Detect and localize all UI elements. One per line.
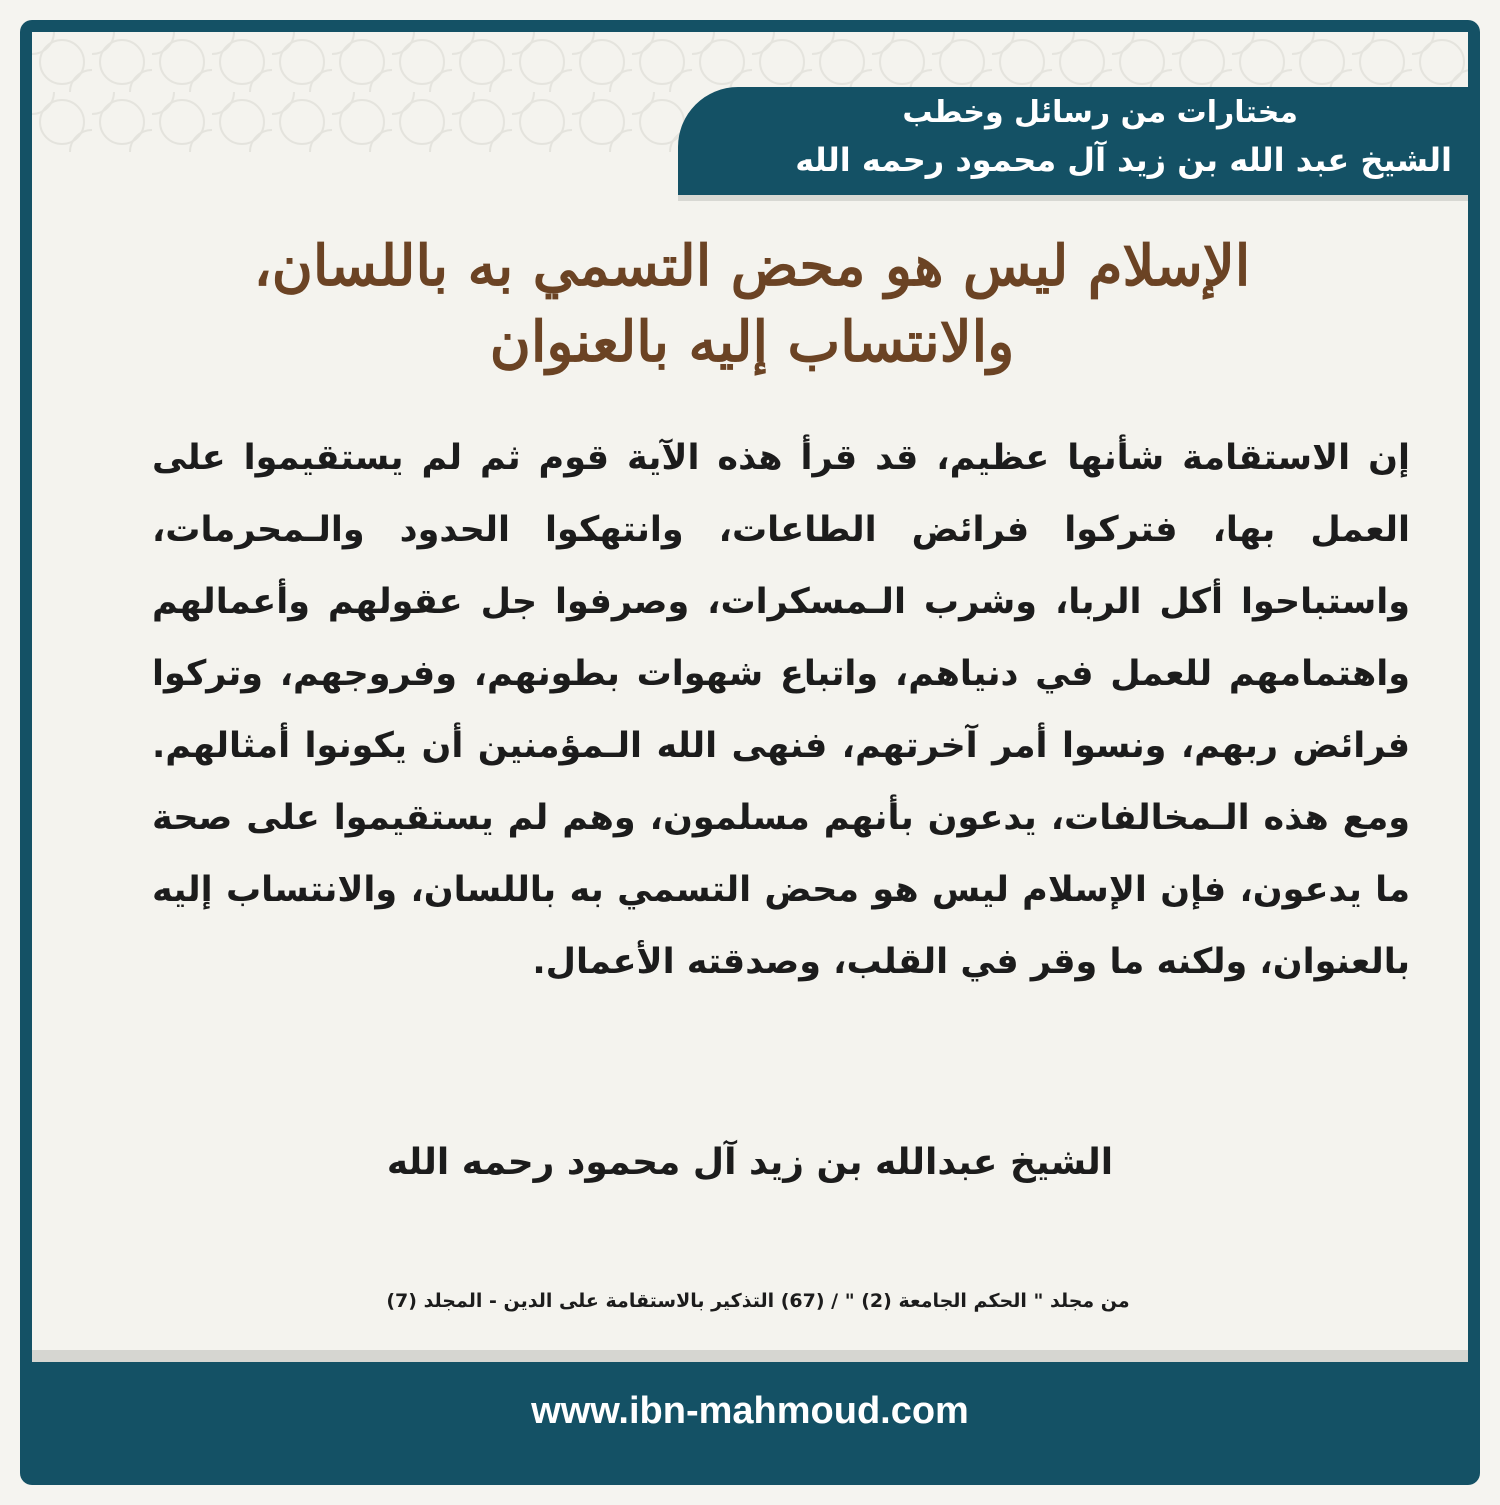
website-link[interactable]: www.ibn-mahmoud.com bbox=[531, 1390, 969, 1432]
header-collection-title: مختارات من رسائل وخطب bbox=[902, 95, 1298, 130]
content-card bbox=[32, 32, 1468, 1362]
header-author: الشيخ عبد الله بن زيد آل محمود رحمه الله bbox=[795, 141, 1452, 179]
source-citation: من مجلد " الحكم الجامعة (2) " / (67) التذكير بالاستقامة على الدين - المجلد (7) bbox=[386, 1290, 1130, 1312]
header-band bbox=[678, 87, 1468, 195]
outer-frame bbox=[20, 20, 1480, 1485]
article-body: إن الاستقامة شأنها عظيم، قد قرأ هذه الآية قوم ثم لم يستقيموا على العمل بها، فتركوا فرائض الطاعات، وانتهكوا الحدود والـمحرمات، واستباحوا أكل الربا، وشرب الـمسكرات، وصرفوا جل عقولهم وأعمالهم واهتمامهم للعمل في دنياهم، واتباع شهوات بطونهم، وفروجهم، وتركوا فرائض ربهم، ونسوا أمر آخرتهم، فنهى الله الـمؤمنين أن يكونوا أمثالهم. ومع هذه الـمخالفات، يدعون بأنهم مسلمون، وهم لم يستقيموا على صحة ما يدعون، فإن الإسلام ليس هو محض التسمي به باللسان، والانتساب إليه بالعنوان، ولكنه ما وقر في القلب، وصدقته الأعمال. bbox=[152, 438, 1410, 982]
article-title bbox=[162, 228, 1342, 380]
title-line-2: والانتساب إليه بالعنوان bbox=[489, 309, 1015, 375]
divider bbox=[32, 1350, 1468, 1362]
author-signature: الشيخ عبدالله بن زيد آل محمود رحمه الله bbox=[386, 1142, 1114, 1183]
title-line-1: الإسلام ليس هو محض التسمي به باللسان، bbox=[253, 233, 1251, 299]
